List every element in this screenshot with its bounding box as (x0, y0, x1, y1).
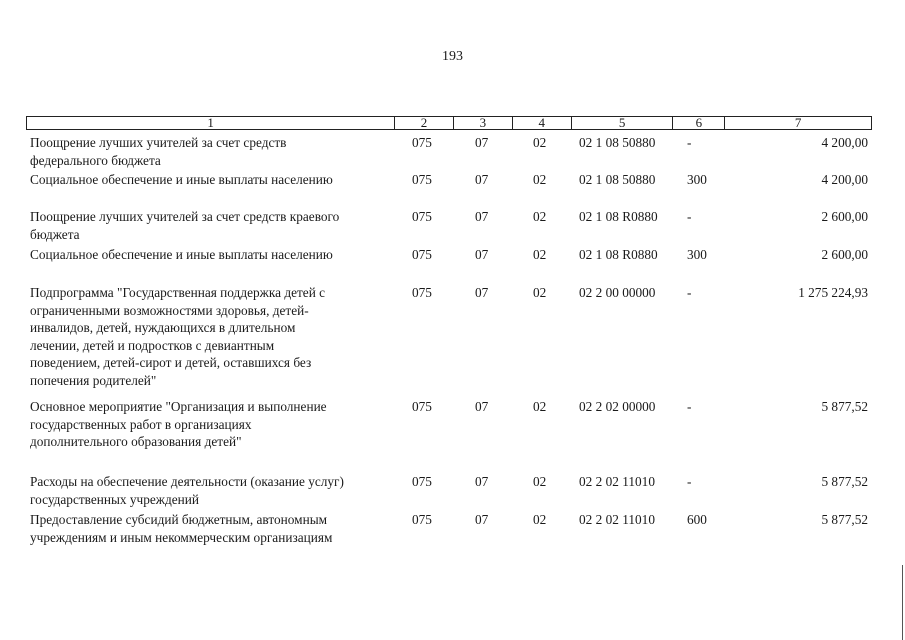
row-rz: 07 (475, 285, 489, 300)
row-rz: 07 (475, 247, 489, 262)
row-sum: 2 600,00 (821, 209, 868, 224)
row-name-line: лечении, детей и подростков с девиантным (30, 337, 275, 353)
row-csr: 02 1 08 50880 (579, 135, 656, 150)
row-name-line: попечения родителей" (30, 372, 157, 388)
row-name-line: учреждениям и иным некоммерческим организациям (30, 529, 333, 545)
table-row (26, 284, 872, 389)
row-pr: 02 (533, 474, 547, 489)
row-sum: 1 275 224,93 (798, 285, 868, 300)
header-col-4: 4 (513, 117, 572, 129)
row-csr: 02 1 08 R0880 (579, 247, 658, 262)
row-name (26, 208, 395, 243)
header-col-1: 1 (27, 117, 395, 129)
row-name-line: поведением, детей-сирот и детей, оставшихся без (30, 355, 312, 370)
row-pr: 02 (533, 135, 547, 150)
row-ved: 075 (412, 209, 432, 224)
row-rz: 07 (475, 209, 489, 224)
row-pr: 02 (533, 399, 547, 414)
row-vr: 600 (687, 512, 707, 527)
row-csr: 02 1 08 R0880 (579, 209, 658, 224)
row-pr: 02 (533, 247, 547, 262)
row-csr: 02 2 02 11010 (579, 474, 655, 489)
row-ved: 075 (412, 172, 432, 187)
scan-edge-line (902, 565, 903, 640)
row-name-line: Поощрение лучших учителей за счет средств (30, 135, 287, 150)
row-vr: - (687, 209, 692, 224)
row-vr: - (687, 135, 692, 150)
row-ved: 075 (412, 285, 432, 300)
header-col-3: 3 (454, 117, 513, 129)
row-vr: 300 (687, 247, 707, 262)
row-ved: 075 (412, 135, 432, 150)
row-sum: 4 200,00 (821, 172, 868, 187)
table-row (26, 134, 872, 169)
row-name-line: государственных учреждений (30, 491, 199, 507)
row-vr: - (687, 474, 692, 489)
row-pr: 02 (533, 512, 547, 527)
row-ved: 075 (412, 474, 432, 489)
row-pr: 02 (533, 209, 547, 224)
table-row (26, 511, 872, 546)
row-name-line: ограниченными возможностями здоровья, детей- (30, 302, 309, 318)
row-name (26, 134, 395, 169)
row-csr: 02 2 02 11010 (579, 512, 655, 527)
row-name-line: инвалидов, детей, нуждающихся в длительном (30, 320, 296, 335)
row-rz: 07 (475, 474, 489, 489)
row-ved: 075 (412, 399, 432, 414)
row-sum: 5 877,52 (821, 399, 868, 414)
row-name-line: федерального бюджета (30, 152, 161, 168)
table-row (26, 208, 872, 243)
row-csr: 02 2 02 00000 (579, 399, 656, 414)
row-sum: 5 877,52 (821, 512, 868, 527)
row-name (26, 511, 395, 546)
row-rz: 07 (475, 172, 489, 187)
table-row (26, 398, 872, 451)
row-rz: 07 (475, 135, 489, 150)
row-name-line: Социальное обеспечение и иные выплаты населению (30, 172, 333, 187)
row-name-line: Социальное обеспечение и иные выплаты населению (30, 247, 333, 262)
row-name (26, 171, 395, 189)
row-name-line: дополнительного образования детей" (30, 434, 242, 449)
row-name (26, 246, 395, 264)
table-row (26, 473, 872, 508)
table-header (26, 116, 872, 130)
row-rz: 07 (475, 512, 489, 527)
row-name-line: Поощрение лучших учителей за счет средств краевого (30, 209, 340, 224)
row-pr: 02 (533, 285, 547, 300)
row-sum: 5 877,52 (821, 474, 868, 489)
row-sum: 4 200,00 (821, 135, 868, 150)
row-vr: 300 (687, 172, 707, 187)
row-name (26, 398, 395, 451)
row-vr: - (687, 285, 692, 300)
row-csr: 02 1 08 50880 (579, 172, 656, 187)
row-name-line: бюджета (30, 226, 80, 242)
row-rz: 07 (475, 399, 489, 414)
row-ved: 075 (412, 512, 432, 527)
row-name (26, 473, 395, 508)
row-name-line: Предоставление субсидий бюджетным, автономным (30, 512, 328, 527)
table-row (26, 171, 872, 189)
row-name-line: Подпрограмма "Государственная поддержка детей с (30, 285, 326, 300)
header-col-5: 5 (572, 117, 674, 129)
header-col-7: 7 (794, 115, 802, 130)
header-col-6: 6 (673, 117, 725, 129)
row-vr: - (687, 399, 692, 414)
table-row (26, 246, 872, 264)
page-number: 193 (442, 49, 463, 64)
row-csr: 02 2 00 00000 (579, 285, 656, 300)
row-sum: 2 600,00 (821, 247, 868, 262)
row-name (26, 284, 395, 389)
row-name-line: Расходы на обеспечение деятельности (оказание услуг) (30, 474, 344, 489)
row-name-line: государственных работ в организациях (30, 416, 252, 432)
header-col-2: 2 (395, 117, 454, 129)
row-pr: 02 (533, 172, 547, 187)
row-name-line: Основное мероприятие "Организация и выполнение (30, 399, 327, 414)
row-ved: 075 (412, 247, 432, 262)
